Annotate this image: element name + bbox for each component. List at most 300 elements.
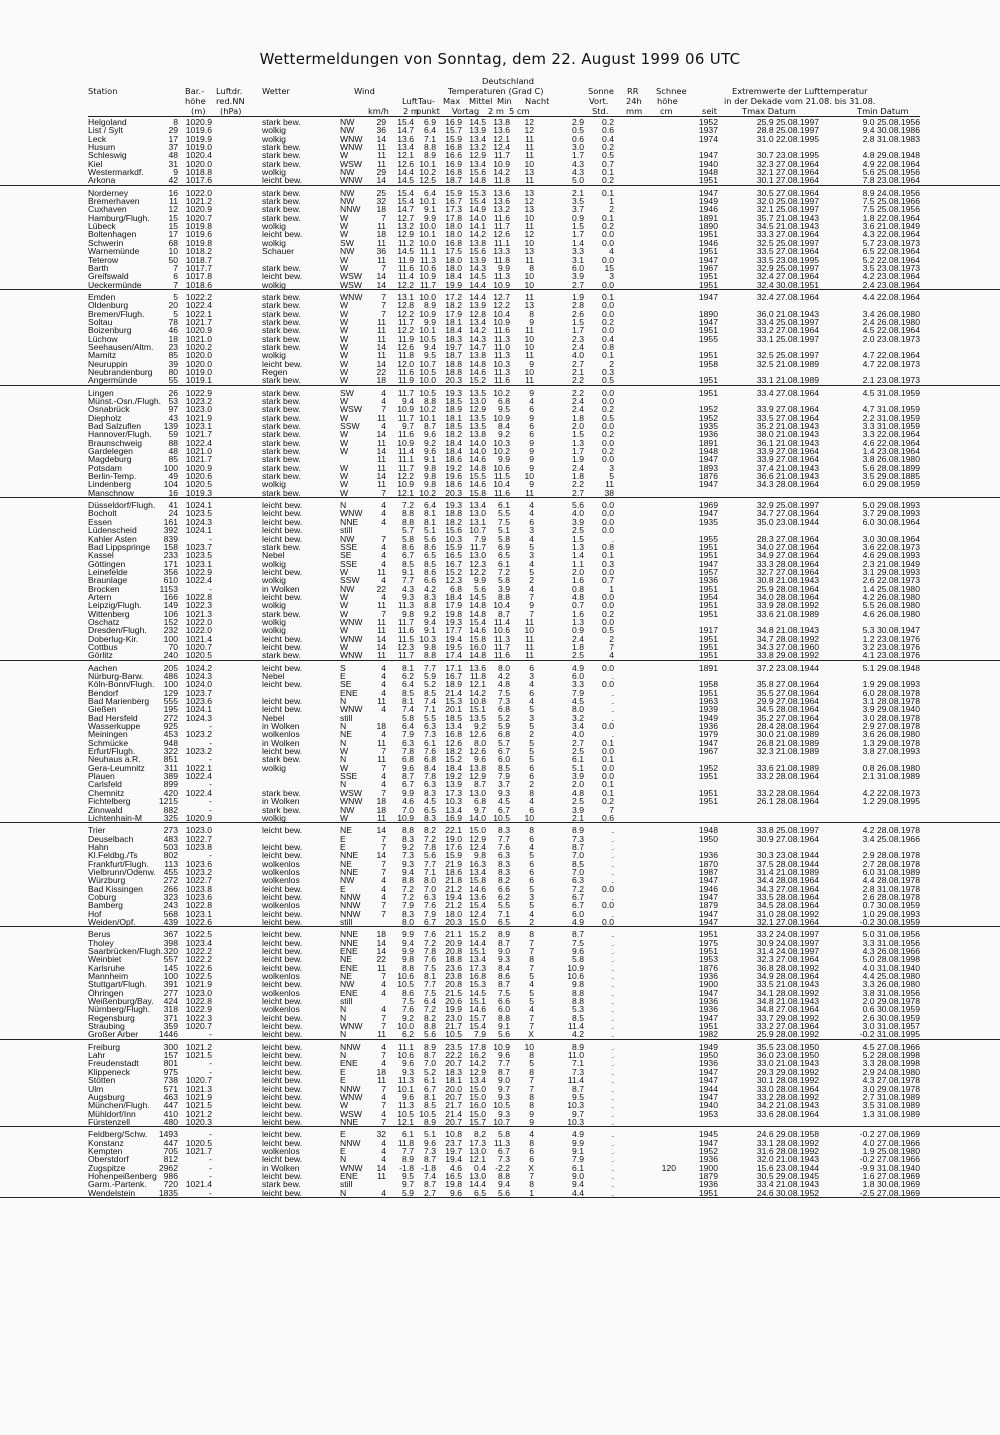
cell-tmax-extrem: 33.3 27.08.1964 [756, 229, 819, 240]
cell-nacht: 11 [525, 254, 534, 265]
cell-hoehe: 97 [168, 404, 178, 415]
cell-druck: 1020.0 [185, 350, 212, 361]
cell-max: 20.3 [445, 916, 462, 927]
cell-luft: 7.4 [402, 704, 414, 715]
cell-seit: 1951 [698, 387, 718, 398]
cell-station: Frankfurt/Flugh. [88, 858, 149, 869]
cell-rr: 0.2 [602, 404, 614, 415]
cell-rr: 0.0 [602, 771, 614, 782]
cell-tmin-extrem: 1.8 30.08.1969 [862, 1179, 920, 1190]
cell-taupunkt: 10.5 [419, 387, 436, 398]
cell-station: Schwerin [88, 237, 124, 248]
cell-wind-dir: WSW [340, 279, 362, 290]
cell-hoehe: 925 [163, 721, 178, 732]
cell-taupunkt: 10.2 [419, 404, 436, 415]
cell-min: 10.3 [493, 437, 510, 448]
cell-station: Augsburg [88, 1091, 125, 1102]
cell-seit: 1879 [698, 1170, 718, 1181]
cell-rr: . [611, 954, 614, 965]
cell-rr: . [611, 1162, 614, 1173]
cell-tmin-extrem: 6.0 31.08.1989 [862, 866, 920, 877]
cell-hoehe: 24 [168, 508, 178, 519]
cell-min: 11.3 [493, 271, 510, 282]
cell-max: 21.2 [445, 883, 462, 894]
cell-max: 18.9 [445, 404, 462, 415]
cell-druck: 1019.3 [185, 487, 212, 498]
cell-mittel: 15.7 [469, 1012, 486, 1023]
cell-rr: 0.0 [602, 396, 614, 406]
cell-hoehe: 8 [173, 117, 178, 127]
cell-min: 9.5 [498, 404, 510, 415]
cell-nacht: 8 [529, 825, 534, 836]
cell-tmax-extrem: 33.5 23.08.1995 [756, 254, 819, 265]
cell-seit: 1900 [698, 1162, 718, 1173]
cell-tmax-extrem: 33.4 21.08.1943 [756, 1179, 819, 1190]
cell-nacht: 10 [524, 212, 534, 223]
cell-tmax-extrem: 33.2 28.08.1964 [756, 787, 819, 798]
cell-wind-speed: 18 [376, 204, 386, 215]
cell-rr: 3 [609, 271, 614, 282]
cell-wind-dir: NW [340, 804, 355, 815]
cell-druck: 1022.8 [185, 996, 212, 1007]
cell-nacht: 3 [529, 525, 534, 536]
cell-wind-speed: 11 [377, 254, 386, 265]
cell-luft: 9.9 [402, 787, 414, 798]
cell-tmax-extrem: 30.9 24.08.1997 [756, 937, 819, 948]
cell-max: 15.9 [445, 133, 462, 144]
cell-hoehe: 78 [168, 316, 178, 327]
cell-wind-speed: 18 [376, 229, 386, 240]
cell-min: 7.3 [498, 1154, 510, 1165]
cell-tmax-extrem: 33.6 28.08.1964 [756, 1108, 819, 1119]
cell-taupunkt: 8.8 [424, 1021, 436, 1032]
cell-mittel: 13.8 [469, 237, 486, 248]
cell-wetter: leicht bew. [262, 1066, 303, 1077]
cell-druck: 1022.4 [185, 787, 212, 798]
cell-tmin-extrem: 4.1 23.08.1976 [862, 650, 920, 661]
cell-tmin-extrem: 4.7 31.08.1959 [862, 404, 920, 415]
cell-wind-dir: NW [340, 979, 355, 990]
cell-nacht: 8 [529, 262, 534, 273]
cell-sonne: 1.3 [572, 616, 584, 627]
cell-max: 19.2 [445, 462, 462, 473]
cell-min: 8.9 [498, 929, 510, 940]
cell-wind-dir: SSW [340, 421, 360, 432]
cell-mittel: 16.2 [469, 1050, 486, 1061]
cell-wetter: wolkenlos [262, 729, 300, 740]
cell-wind-speed: 11 [377, 1075, 386, 1086]
cell-luft: 15.4 [397, 196, 414, 207]
cell-station: Deuselbach [88, 833, 134, 844]
cell-seit: 1947 [698, 987, 718, 998]
cell-taupunkt: 8.1 [424, 971, 436, 982]
cell-wind-dir: NE [340, 971, 352, 982]
cell-seit: 1876 [698, 962, 718, 973]
cell-wetter: Nebel [262, 712, 285, 723]
cell-mittel: 12.8 [469, 308, 486, 319]
cell-wetter: leicht bew. [262, 929, 303, 940]
cell-druck: - [209, 1029, 212, 1040]
cell-druck: 1022.2 [185, 954, 212, 965]
cell-taupunkt: 10.2 [419, 167, 436, 178]
cell-taupunkt: 8.3 [424, 812, 436, 823]
cell-tmax-extrem: 25.9 28.08.1992 [756, 1029, 819, 1040]
cell-station: Oschatz [88, 616, 120, 627]
cell-tmax-extrem: 34.3 27.08.1964 [756, 883, 819, 894]
cell-wetter: leicht bew. [262, 1137, 303, 1148]
cell-wind-speed: 11 [377, 1170, 386, 1181]
cell-min: 10.2 [493, 387, 510, 398]
cell-station: Meiningen [88, 729, 128, 740]
cell-hoehe: 882 [163, 804, 178, 815]
cell-druck: 1022.9 [185, 1004, 212, 1015]
cell-luft: 12.6 [397, 158, 414, 169]
cell-luft: 12.1 [397, 487, 414, 498]
cell-mittel: 14.4 [469, 279, 486, 290]
cell-wind-speed: 11 [377, 158, 386, 169]
cell-max: 16.9 [445, 812, 462, 823]
cell-tmin-extrem: 1.8 22.08.1964 [862, 212, 920, 223]
cell-sonne: 11.4 [567, 1021, 584, 1032]
cell-wetter: in Wolken [262, 1162, 300, 1173]
cell-mittel: 16.0 [469, 641, 486, 652]
cell-taupunkt: 9.9 [424, 316, 436, 327]
cell-luft: 8.8 [402, 516, 414, 527]
cell-wind-speed: 4 [381, 979, 386, 990]
cell-druck: 1023.6 [185, 696, 212, 707]
cell-station: Lüchow [88, 333, 118, 344]
cell-luft: 9.7 [402, 1179, 414, 1190]
cell-sonne: 0.9 [572, 212, 584, 223]
cell-rr: 7 [609, 641, 614, 652]
cell-taupunkt: 7.4 [424, 696, 436, 707]
cell-rr: 0.2 [602, 221, 614, 232]
cell-wind-dir: still [340, 525, 353, 536]
cell-hoehe: 2962 [158, 1162, 178, 1173]
cell-wind-speed: 4 [381, 500, 386, 511]
cell-taupunkt: 7.6 [424, 929, 436, 940]
cell-wetter: leicht bew. [262, 591, 303, 602]
cell-taupunkt: 7.4 [424, 1170, 436, 1181]
cell-mittel: 14.3 [469, 333, 486, 344]
cell-nacht: 5 [529, 850, 534, 861]
cell-luft: 6.7 [402, 779, 414, 790]
cell-luft: 6.3 [402, 737, 414, 748]
cell-seit: 1891 [698, 662, 718, 673]
cell-hoehe: 6 [173, 271, 178, 282]
cell-station: Bamberg [88, 900, 123, 911]
cell-luft: 11.7 [397, 650, 414, 661]
cell-rr: 0.0 [602, 500, 614, 511]
cell-druck: 1018.7 [185, 254, 212, 265]
cell-mittel: 14.6 [469, 1004, 486, 1015]
cell-tmin-extrem: 4.7 22.08.1973 [862, 358, 920, 369]
cell-wind-speed: 4 [381, 508, 386, 519]
cell-tmax-extrem: 37.2 23.08.1944 [756, 662, 819, 673]
cell-druck: 1019.6 [185, 125, 212, 136]
cell-wind-speed: 14 [376, 358, 386, 369]
cell-min: 5.2 [498, 712, 510, 723]
cell-luft: 6.4 [402, 721, 414, 732]
cell-luft: 9.6 [402, 762, 414, 773]
cell-min: 9.2 [498, 429, 510, 440]
cell-druck: 1020.7 [185, 1075, 212, 1086]
col-header-kmh: km/h [368, 106, 389, 116]
cell-tmax-extrem: 30.5 29.08.1945 [756, 1170, 819, 1181]
cell-min: 10.6 [493, 625, 510, 636]
cell-rr: 0.5 [602, 150, 614, 161]
cell-min: 12.6 [493, 229, 510, 240]
cell-max: 4.6 [450, 1162, 462, 1173]
cell-sonne: 9.6 [572, 946, 584, 956]
cell-max: 10.3 [445, 533, 462, 544]
cell-min: 7.2 [498, 566, 510, 577]
cell-taupunkt: 10.5 [419, 366, 436, 377]
cell-luft: 15.4 [397, 117, 414, 127]
cell-wind-speed: 11 [377, 737, 386, 748]
cell-sonne: 10.3 [567, 1116, 584, 1127]
cell-taupunkt: 8.2 [424, 1012, 436, 1023]
cell-luft: 7.5 [402, 996, 414, 1007]
cell-wind-speed: 4 [381, 1187, 386, 1198]
cell-wind-dir: W [340, 641, 349, 652]
cell-wetter: stark bew. [262, 446, 301, 457]
cell-nacht: 9 [529, 358, 534, 369]
cell-luft: 9.2 [402, 841, 414, 852]
cell-mittel: 12.3 [469, 558, 486, 569]
cell-rr: . [611, 858, 614, 869]
cell-wind-speed: 7 [381, 858, 386, 869]
cell-wind-dir: W [340, 412, 349, 423]
cell-max: 19.9 [445, 1004, 462, 1015]
cell-nacht: 6 [529, 866, 534, 877]
cell-druck: 1020.0 [185, 158, 212, 169]
cell-nacht: 2 [529, 779, 534, 790]
cell-druck: - [209, 1058, 212, 1069]
cell-sonne: 0.5 [572, 125, 584, 136]
cell-nacht: 8 [529, 1050, 534, 1061]
cell-tmin-extrem: 5.5 26.08.1980 [862, 600, 920, 611]
cell-station: Teterow [88, 254, 119, 265]
cell-wetter: leicht bew. [262, 1050, 303, 1061]
cell-max: 18.6 [445, 866, 462, 877]
cell-tmax-extrem: 33.1 25.08.1997 [756, 333, 819, 344]
cell-tmin-extrem: 2.8 31.08.1978 [862, 883, 920, 894]
cell-min: 7.7 [498, 833, 510, 844]
cell-luft: 7.2 [402, 500, 414, 511]
cell-druck: 1020.9 [185, 204, 212, 215]
col-header-sonne-2: Vort. [589, 96, 609, 106]
cell-wetter: wolkig [262, 812, 286, 823]
cell-wind-speed: 7 [381, 1021, 386, 1032]
cell-druck: 1023.5 [185, 550, 212, 561]
cell-tmin-extrem: -0.2 31.08.1995 [859, 1029, 920, 1040]
cell-max: 18.4 [445, 762, 462, 773]
cell-rr: . [611, 1004, 614, 1015]
cell-hoehe: 70 [168, 641, 178, 652]
cell-tmin-extrem: 1.0 29.08.1993 [862, 908, 920, 919]
cell-hoehe: 129 [163, 687, 178, 698]
cell-mittel: 14.6 [469, 883, 486, 894]
cell-rr: 0.0 [602, 662, 614, 673]
cell-sonne: 1.5 [572, 429, 584, 440]
cell-sonne: 1.9 [572, 291, 584, 302]
cell-tmax-extrem: 32.5 25.08.1997 [756, 237, 819, 248]
cell-seit: 1947 [698, 1137, 718, 1148]
cell-druck: 1024.1 [185, 500, 212, 511]
cell-wind-dir: N [340, 754, 347, 765]
cell-tmax-extrem: 24.6 29.08.1958 [756, 1129, 819, 1140]
cell-mittel: 9.2 [474, 721, 486, 732]
cell-wetter: leicht bew. [262, 841, 303, 852]
cell-station: Lindenberg [88, 479, 132, 490]
cell-taupunkt: 6.3 [424, 779, 436, 790]
cell-hoehe: 720 [163, 1179, 178, 1190]
cell-mittel: 13.0 [469, 396, 486, 406]
cell-tmax-extrem: 33.2 28.08.1992 [756, 1091, 819, 1102]
cell-wind-speed: 7 [381, 762, 386, 773]
cell-nacht: 5 [529, 746, 534, 757]
cell-sonne: 6.7 [572, 900, 584, 911]
col-header-station: Station [88, 86, 118, 96]
cell-wind-dir: N [340, 1154, 347, 1165]
cell-wind-dir: NNW [340, 1083, 361, 1094]
cell-nacht: 9 [529, 316, 534, 327]
cell-max: 15.9 [445, 541, 462, 552]
cell-mittel: 15.4 [469, 616, 486, 627]
cell-min: 10.3 [493, 358, 510, 369]
cell-tmax-extrem: 33.4 27.08.1964 [756, 387, 819, 398]
cell-luft: 11.9 [397, 333, 414, 344]
cell-hoehe: 41 [168, 500, 178, 511]
col-header-tmax-datum: Tmax Datum [742, 106, 796, 116]
cell-station: Bremerhaven [88, 196, 140, 207]
cell-wind-speed: 4 [381, 421, 386, 432]
cell-luft: 9.3 [402, 591, 414, 602]
cell-nacht: 9 [529, 454, 534, 465]
cell-min: 11.6 [493, 375, 510, 386]
cell-tmax-extrem: 32.9 25.08.1997 [756, 262, 819, 273]
cell-sonne: 1.5 [572, 221, 584, 232]
cell-station: Brocken [88, 583, 120, 594]
cell-wind-speed: 7 [381, 1083, 386, 1094]
cell-min: 10.7 [493, 1116, 510, 1127]
cell-luft: 11.6 [397, 262, 414, 273]
cell-nacht: 7 [529, 937, 534, 948]
cell-taupunkt: 5.1 [424, 525, 436, 536]
cell-wetter: leicht bew. [262, 1021, 303, 1032]
cell-taupunkt: 6.5 [424, 804, 436, 815]
cell-wetter: wolkig [262, 167, 286, 178]
cell-station: Karlsruhe [88, 962, 125, 973]
cell-max: 20.0 [445, 1083, 462, 1094]
cell-tmax-extrem: 25.9 25.08.1997 [756, 117, 819, 127]
cell-wetter: stark bew. [262, 487, 301, 498]
cell-nacht: 11 [525, 150, 534, 161]
cell-station: Fürstenzell [88, 1116, 131, 1127]
cell-tmin-extrem: 3.1 28.08.1978 [862, 696, 920, 707]
cell-rr: . [611, 1145, 614, 1156]
cell-druck: 1022.4 [185, 575, 212, 586]
cell-min: 9.9 [498, 454, 510, 465]
cell-mittel: 13.5 [469, 421, 486, 432]
cell-hoehe: 367 [163, 929, 178, 940]
cell-seit: 1947 [698, 187, 718, 198]
cell-taupunkt: 6.7 [424, 1083, 436, 1094]
cell-max: 17.8 [445, 212, 462, 223]
cell-druck: 1024.3 [185, 712, 212, 723]
cell-taupunkt: 9.2 [424, 437, 436, 448]
cell-max: 21.4 [445, 687, 462, 698]
cell-nacht: X [528, 1162, 534, 1173]
cell-max: 16.8 [445, 142, 462, 153]
cell-nacht: 8 [529, 929, 534, 940]
cell-min: 6.2 [498, 891, 510, 902]
cell-rr: . [611, 704, 614, 715]
cell-druck: 1021.9 [185, 412, 212, 423]
cell-tmin-extrem: 3.8 27.08.1993 [862, 746, 920, 757]
cell-druck: 1020.5 [185, 1137, 212, 1148]
cell-druck: 1023.5 [185, 508, 212, 519]
cell-wind-dir: E [340, 1145, 346, 1156]
cell-tmax-extrem: 33.5 27.08.1964 [756, 246, 819, 257]
cell-wind-dir: NE [340, 729, 352, 740]
cell-hoehe: 12 [168, 204, 178, 215]
cell-rr: 0.0 [602, 721, 614, 732]
cell-nacht: X [528, 1029, 534, 1040]
cell-luft: 10.5 [397, 979, 414, 990]
cell-max: 18.8 [445, 358, 462, 369]
cell-wind-dir: W [340, 746, 349, 757]
cell-station: Westermarkdf. [88, 167, 144, 178]
cell-nacht: 6 [529, 804, 534, 815]
cell-max: 20.1 [445, 704, 462, 715]
cell-seit: 1951 [698, 271, 718, 282]
cell-tmin-extrem: 3.0 29.08.1978 [862, 1083, 920, 1094]
cell-wetter: stark bew. [262, 787, 301, 798]
cell-sonne: 1.9 [572, 454, 584, 465]
cell-rr: 0.2 [602, 142, 614, 153]
cell-wind-speed: 4 [381, 575, 386, 586]
cell-wind-speed: 29 [376, 117, 386, 127]
cell-tmax-extrem: 33.1 28.08.1992 [756, 1137, 819, 1148]
cell-mittel: 12.1 [469, 679, 486, 690]
cell-max: 23.5 [445, 1041, 462, 1052]
cell-wind-speed: 4 [381, 396, 386, 406]
cell-min: 8.0 [498, 662, 510, 673]
cell-wind-speed: 4 [381, 1004, 386, 1015]
cell-druck: 1022.9 [185, 566, 212, 577]
cell-tmin-extrem: 2.9 24.08.1980 [862, 1066, 920, 1077]
cell-max: 20.6 [445, 996, 462, 1007]
cell-station: Ueckermünde [88, 279, 142, 290]
cell-rr: 0.0 [602, 237, 614, 248]
cell-wind-speed: 7 [381, 300, 386, 311]
cell-mittel: 13.2 [469, 142, 486, 153]
cell-seit: 1947 [698, 316, 718, 327]
cell-sonne: 3.9 [572, 804, 584, 815]
cell-tmin-extrem: 1.3 29.08.1978 [862, 737, 920, 748]
cell-nacht: 10 [524, 158, 534, 169]
cell-seit: 1947 [698, 916, 718, 927]
cell-nacht: 7 [529, 591, 534, 602]
col-header-druck-1: Luftdr. [216, 86, 243, 96]
cell-mittel: 15.8 [469, 633, 486, 644]
cell-druck: - [209, 533, 212, 544]
cell-wind-dir: E [340, 671, 346, 681]
cell-druck: 1022.4 [185, 437, 212, 448]
cell-station: Warnemünde [88, 246, 140, 257]
